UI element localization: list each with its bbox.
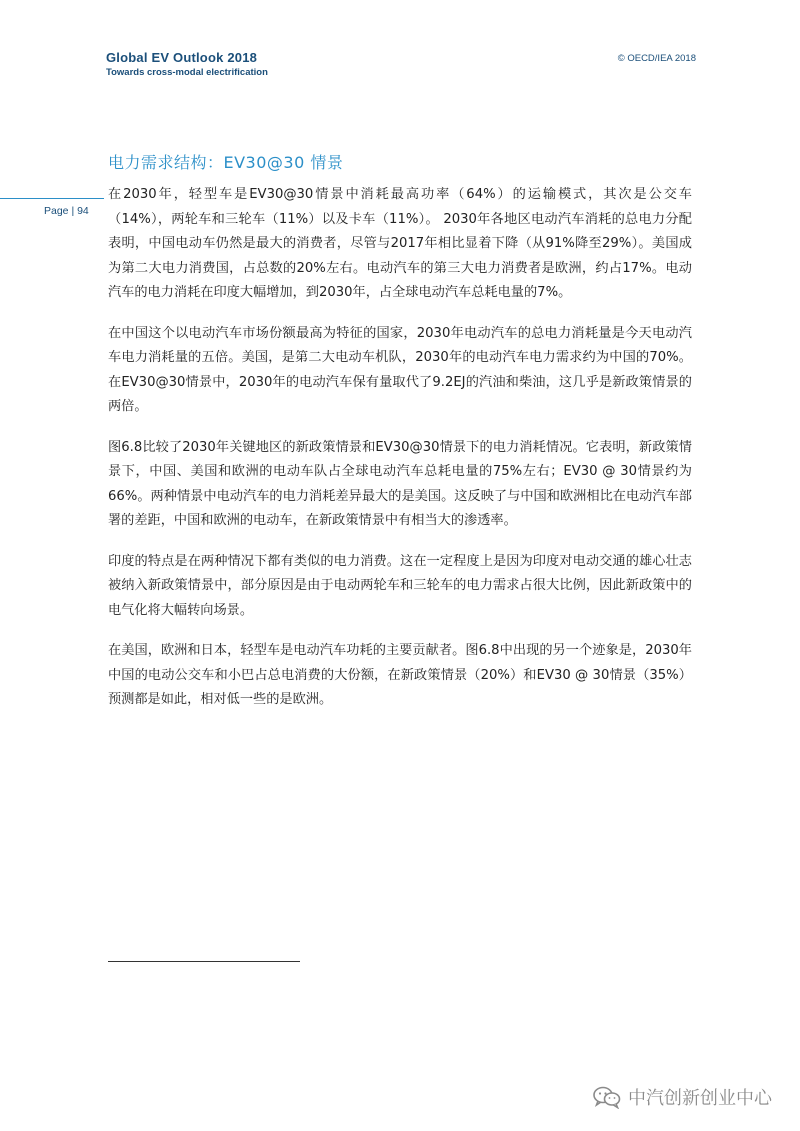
paragraph-5: 在美国，欧洲和日本，轻型车是电动汽车功耗的主要贡献者。图6.8中出现的另一个迹象是，2030年中国的电动公交车和小巴占总电消费的大份额，在新政策情景（20%）和EV30 @ 30情景（35%）预测都是如此，相对低一些的是欧洲。: [108, 643, 692, 707]
report-title: Global EV Outlook 2018: [106, 50, 258, 65]
section-heading: 电力需求结构：EV30@30 情景: [108, 153, 344, 172]
footnote-separator: [108, 961, 300, 962]
watermark: [592, 1084, 772, 1110]
page-number: Page | 94: [44, 205, 89, 217]
report-subtitle: Towards cross-modal electrification: [106, 67, 268, 78]
paragraph-4: 印度的特点是在两种情况下都有类似的电力消费。这在一定程度上是因为印度对电动交通的雄心壮志被纳入新政策情景中，部分原因是由于电动两轮车和三轮车的电力需求占很大比例，因此新政策中的电气化将大幅转向场景。: [108, 553, 692, 618]
wechat-icon: [592, 1085, 622, 1109]
watermark-text: 中汽创新创业中心: [628, 1088, 772, 1109]
copyright-notice: © OECD/IEA 2018: [617, 53, 696, 64]
body-text: [108, 183, 692, 729]
paragraph-3: 图6.8比较了2030年关键地区的新政策情景和EV30@30情景下的电力消耗情况。它表明，新政策情景下，中国、美国和欧洲的电动车队占全球电动汽车总耗电量的75%左右；EV30 @ 30情景约为66%。两种情景中电动汽车的电力消耗差异最大的是美国。这反映了与中国和欧洲相比在电动汽车部署的差距，中国和欧洲的电动车，在新政策情景中有相当大的渗透率。: [108, 439, 692, 528]
paragraph-2: 在中国这个以电动汽车市场份额最高为特征的国家，2030年电动汽车的总电力消耗量是今天电动汽车电力消耗量的五倍。美国，是第二大电动车机队，2030年的电动汽车电力需求约为中国的70%。在EV30@30情景中，2030年的电动汽车保有量取代了9.2EJ的汽油和柴油，这几乎是新政策情景的两倍。: [108, 325, 692, 414]
page-number-rule: [0, 198, 104, 199]
paragraph-1: 在2030年，轻型车是EV30@30情景中消耗最高功率（64%）的运输模式，其次是公交车（14%），两轮车和三轮车（11%）以及卡车（11%）。 2030年各地区电动汽车消耗的总电力分配表明，中国电动车仍然是最大的消费者，尽管与2017年相比显着下降（从91%降至29%）。美国成为第二大电力消费国，占总数的20%左右。电动汽车的第三大电力消费者是欧洲，约占17%。电动汽车的电力消耗在印度大幅增加，到2030年，占全球电动汽车总耗电量的7%。: [108, 187, 692, 300]
